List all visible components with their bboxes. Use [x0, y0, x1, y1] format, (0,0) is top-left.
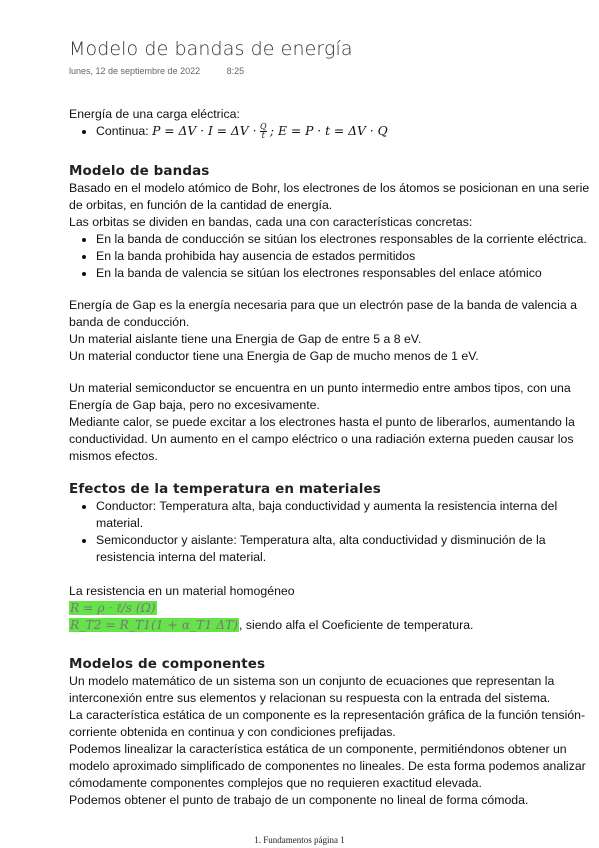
semiconductor-line-1: Un material semiconductor se encuentra en un punto intermedio entre ambos tipos, con una Energía de Gap baja, pero no excesivamente. — [69, 381, 571, 412]
resistance-formula-2-row — [69, 617, 595, 634]
bands-list-item: • En la banda de valencia se sitúan los electrones responsables del enlace atómico — [96, 265, 595, 282]
gap-line-1: Energía de Gap es la energía necesaria para que un electrón pase de la banda de valencia a banda de conducción. — [69, 298, 577, 329]
bands-list-item: • En la banda de conducción se sitúan los electrones responsables de la corriente eléctrica. — [96, 231, 595, 248]
components-line-1: Un modelo matemático de un sistema son un conjunto de ecuaciones que representan la interconexión entre sus elementos y relacionan su respuesta con la entrada del sistema. — [69, 674, 555, 705]
energy-heading: Energía de una carga eléctrica: — [69, 107, 240, 121]
resistance-formula-1-row — [69, 600, 595, 617]
energy-bullet-label: Continua: — [96, 124, 149, 138]
components-heading: Modelos de componentes — [69, 656, 266, 672]
bands-list — [69, 231, 595, 282]
resistance-formula-2: R_T2 = R_T1(1 + α_T1 ΔT) — [70, 618, 238, 632]
bands-paragraph-2: Las orbitas se dividen en bandas, cada una con características concretas: — [69, 215, 473, 229]
temperature-list-item: • Semiconductor y aislante: Temperatura alta, alta conductividad y disminución de la resistencia interna del material. — [96, 532, 595, 566]
page-meta — [69, 66, 244, 76]
page-footer: 1. Fundamentos página 1 — [254, 835, 345, 845]
components-section — [69, 656, 595, 809]
components-line-4: Podemos obtener el punto de trabajo de un componente no lineal de forma cómoda. — [69, 793, 529, 807]
fraction-numerator: Q — [259, 122, 267, 132]
semiconductor-section — [69, 380, 595, 465]
bands-paragraph-1: Basado en el modelo atómico de Bohr, los electrones de los átomos se posicionan en una serie de orbitas, en función de la cantidad de energía. — [69, 181, 590, 212]
bands-heading: Modelo de bandas — [69, 163, 210, 179]
energy-bullet — [96, 123, 595, 140]
page-time: 8:25 — [226, 66, 245, 76]
temperature-heading: Efectos de la temperatura en materiales — [69, 481, 381, 497]
gap-line-3: Un material conductor tiene una Energia de Gap de mucho menos de 1 eV. — [69, 349, 479, 363]
energy-formula-fraction — [260, 123, 267, 140]
energy-section — [69, 106, 595, 140]
page-date: lunes, 12 de septiembre de 2022 — [69, 66, 201, 76]
energy-formula-part2: ; E = P · t = ΔV · Q — [269, 124, 388, 138]
temperature-list-item: • Conductor: Temperatura alta, baja conductividad y aumenta la resistencia interna del material. — [96, 498, 595, 532]
gap-line-2: Un material aislante tiene una Energia de Gap de entre 5 a 8 eV. — [69, 332, 422, 346]
resistance-formula-1: R = ρ · ℓ/s (Ω) — [70, 601, 156, 615]
gap-section — [69, 297, 595, 365]
temperature-list — [69, 498, 595, 566]
resistance-section — [69, 583, 595, 634]
fraction-denominator: t — [261, 131, 265, 141]
components-line-2: La característica estática de un componente es la representación gráfica de la función tensión-corriente obtenida en continua y con condiciones prefijadas. — [69, 708, 586, 739]
energy-formula-part1: P = ΔV · I = ΔV · — [152, 124, 257, 138]
bands-section — [69, 163, 595, 282]
temperature-section — [69, 481, 595, 566]
page-title: Modelo de bandas de energía — [69, 38, 353, 60]
semiconductor-line-2: Mediante calor, se puede excitar a los electrones hasta el punto de liberarlos, aumentando la conductividad. Un aumento en el campo eléctrico o una radiación externa pueden causar los mismos efectos. — [69, 415, 575, 463]
bands-list-item: • En la banda prohibida hay ausencia de estados permitidos — [96, 248, 595, 265]
resistance-line: La resistencia en un material homogéneo — [69, 584, 295, 598]
resistance-formula-2-suffix: , siendo alfa el Coeficiente de temperatura. — [239, 618, 474, 632]
components-line-3: Podemos linealizar la característica estática de un componente, permitiéndonos obtener un modelo aproximado simplificado de componentes no lineales. De esta forma podemos analizar cómodamente componentes complejos que no requieren exactitud elevada. — [69, 742, 586, 790]
